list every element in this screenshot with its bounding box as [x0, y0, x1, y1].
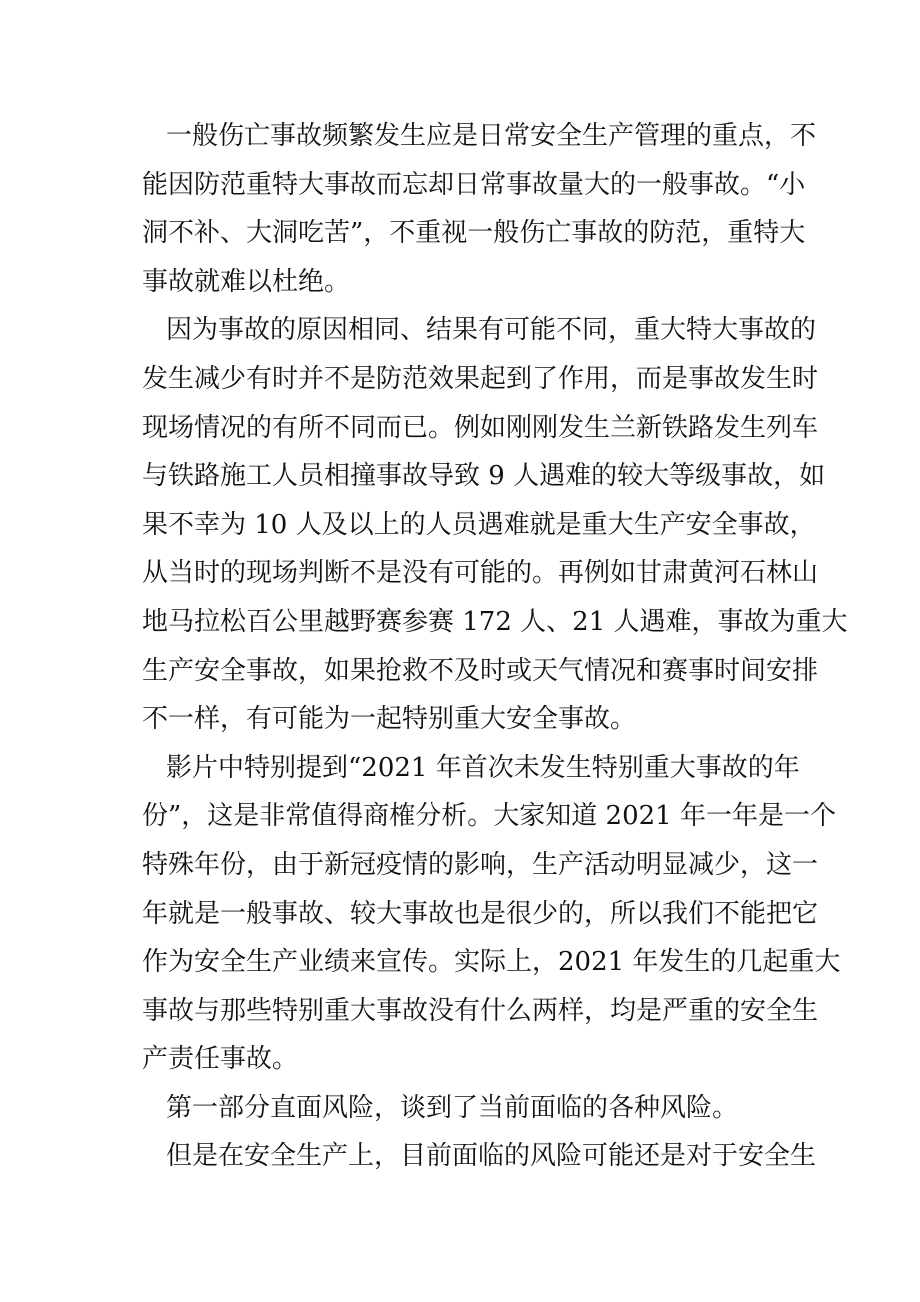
paragraph-5	[142, 1132, 817, 1181]
text-line: 特殊年份，由于新冠疫情的影响，生产活动明显减少，这一	[142, 849, 819, 880]
text-line: 发生减少有时并不是防范效果起到了作用，而是事故发生时	[142, 363, 819, 394]
text-line: 现场情况的有所不同而已。例如刚刚发生兰新铁路发生列车	[142, 412, 819, 443]
text-line: 生产安全事故，如果抢救不及时或天气情况和赛事时间安排	[142, 655, 819, 686]
text-line: 事故与那些特别重大事故没有什么两样，均是严重的安全生	[142, 995, 819, 1026]
text-line: 与铁路施工人员相撞事故导致 9 人遇难的较大等级事故，如	[142, 461, 826, 492]
text-line: 一般伤亡事故频繁发生应是日常安全生产管理的重点，不	[166, 121, 817, 151]
paragraph-4	[142, 1084, 782, 1133]
paragraph-2	[142, 306, 848, 743]
text-line: 事故就难以杜绝。	[142, 266, 351, 297]
text-line: 洞不补、大洞吃苦”，不重视一般伤亡事故的防范，重特大	[142, 218, 806, 249]
text-line: 产责任事故。	[142, 1044, 299, 1075]
text-line: 影片中特别提到“2021 年首次未发生特别重大事故的年	[166, 752, 800, 783]
text-line: 第一部分直面风险，谈到了当前面临的各种风险。	[166, 1092, 739, 1123]
text-line: 不一样，有可能为一起特别重大安全事故。	[142, 704, 637, 735]
text-line: 果不幸为 10 人及以上的人员遇难就是重大生产安全事故，	[142, 509, 816, 540]
text-line: 作为安全生产业绩来宣传。实际上，2021 年发生的几起重大	[142, 947, 841, 978]
text-line: 地马拉松百公里越野赛参赛 172 人、21 人遇难，事故为重大	[142, 606, 848, 637]
text-line: 从当时的现场判断不是没有可能的。再例如甘肃黄河石林山	[142, 558, 819, 589]
document-body	[142, 112, 848, 1181]
text-line: 但是在安全生产上，目前面临的风险可能还是对于安全生	[166, 1141, 817, 1172]
paragraph-1	[142, 112, 817, 306]
text-line: 份”，这是非常值得商榷分析。大家知道 2021 年一年是一个	[142, 801, 836, 832]
text-line: 年就是一般事故、较大事故也是很少的，所以我们不能把它	[142, 898, 819, 929]
text-line: 能因防范重特大事故而忘却日常事故量大的一般事故。“小	[142, 169, 806, 200]
paragraph-3	[142, 744, 841, 1084]
text-line: 因为事故的原因相同、结果有可能不同，重大特大事故的	[166, 315, 817, 346]
